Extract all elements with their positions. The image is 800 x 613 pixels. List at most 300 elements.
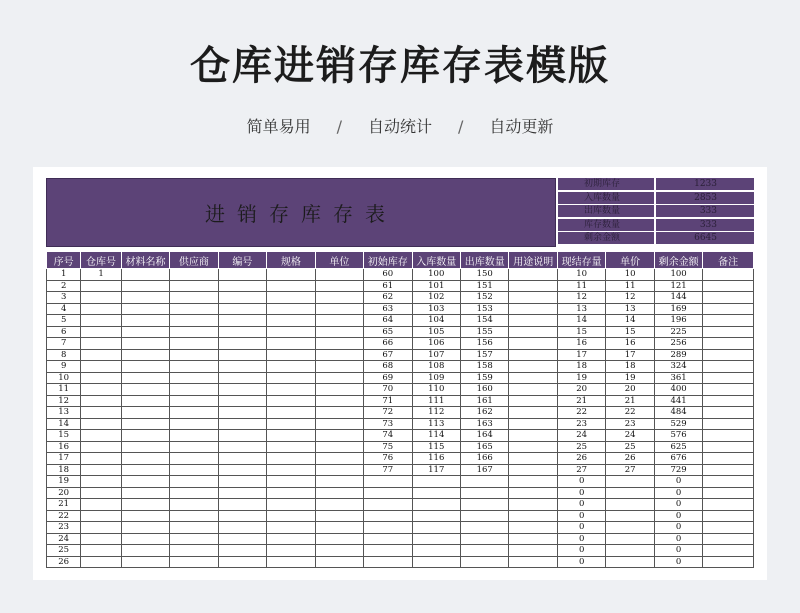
table-cell[interactable] bbox=[81, 464, 121, 476]
table-cell[interactable] bbox=[315, 441, 363, 453]
table-cell[interactable]: 324 bbox=[654, 361, 702, 373]
table-cell[interactable]: 20 bbox=[606, 384, 654, 396]
table-cell[interactable] bbox=[412, 487, 460, 499]
table-cell[interactable]: 156 bbox=[461, 338, 509, 350]
table-cell[interactable] bbox=[121, 499, 169, 511]
table-cell[interactable] bbox=[81, 326, 121, 338]
table-cell[interactable]: 26 bbox=[47, 556, 81, 568]
table-cell[interactable] bbox=[81, 510, 121, 522]
table-cell[interactable] bbox=[170, 407, 218, 419]
table-cell[interactable]: 0 bbox=[654, 499, 702, 511]
table-cell[interactable]: 158 bbox=[461, 361, 509, 373]
table-cell[interactable] bbox=[703, 556, 754, 568]
table-cell[interactable]: 115 bbox=[412, 441, 460, 453]
table-cell[interactable]: 0 bbox=[557, 533, 605, 545]
table-cell[interactable]: 23 bbox=[606, 418, 654, 430]
table-cell[interactable]: 161 bbox=[461, 395, 509, 407]
table-cell[interactable] bbox=[509, 464, 557, 476]
table-cell[interactable] bbox=[703, 476, 754, 488]
table-cell[interactable] bbox=[364, 522, 412, 534]
table-cell[interactable] bbox=[267, 441, 315, 453]
table-cell[interactable] bbox=[267, 418, 315, 430]
table-cell[interactable] bbox=[121, 476, 169, 488]
table-cell[interactable] bbox=[81, 395, 121, 407]
table-cell[interactable] bbox=[412, 476, 460, 488]
table-cell[interactable] bbox=[170, 533, 218, 545]
table-cell[interactable]: 103 bbox=[412, 303, 460, 315]
table-cell[interactable] bbox=[218, 349, 266, 361]
table-cell[interactable] bbox=[170, 349, 218, 361]
table-cell[interactable] bbox=[81, 418, 121, 430]
table-cell[interactable]: 0 bbox=[557, 499, 605, 511]
table-cell[interactable] bbox=[170, 464, 218, 476]
table-cell[interactable]: 0 bbox=[654, 510, 702, 522]
table-cell[interactable]: 23 bbox=[47, 522, 81, 534]
table-cell[interactable]: 6 bbox=[47, 326, 81, 338]
table-cell[interactable] bbox=[170, 487, 218, 499]
table-cell[interactable] bbox=[509, 418, 557, 430]
table-cell[interactable]: 151 bbox=[461, 280, 509, 292]
table-cell[interactable] bbox=[509, 556, 557, 568]
table-cell[interactable] bbox=[81, 453, 121, 465]
table-cell[interactable]: 441 bbox=[654, 395, 702, 407]
table-cell[interactable] bbox=[170, 441, 218, 453]
table-cell[interactable]: 68 bbox=[364, 361, 412, 373]
table-cell[interactable]: 20 bbox=[47, 487, 81, 499]
table-cell[interactable] bbox=[703, 384, 754, 396]
table-cell[interactable] bbox=[267, 361, 315, 373]
table-cell[interactable] bbox=[315, 545, 363, 557]
table-cell[interactable] bbox=[81, 556, 121, 568]
table-cell[interactable]: 21 bbox=[557, 395, 605, 407]
table-cell[interactable] bbox=[170, 499, 218, 511]
table-cell[interactable]: 22 bbox=[47, 510, 81, 522]
table-cell[interactable]: 63 bbox=[364, 303, 412, 315]
table-cell[interactable] bbox=[412, 545, 460, 557]
table-cell[interactable]: 114 bbox=[412, 430, 460, 442]
table-cell[interactable] bbox=[170, 418, 218, 430]
table-cell[interactable]: 27 bbox=[606, 464, 654, 476]
table-cell[interactable] bbox=[606, 476, 654, 488]
table-cell[interactable] bbox=[703, 418, 754, 430]
table-cell[interactable]: 0 bbox=[654, 556, 702, 568]
table-cell[interactable] bbox=[509, 384, 557, 396]
table-cell[interactable] bbox=[509, 269, 557, 281]
table-cell[interactable] bbox=[121, 441, 169, 453]
table-cell[interactable] bbox=[509, 522, 557, 534]
table-cell[interactable] bbox=[315, 303, 363, 315]
table-cell[interactable]: 165 bbox=[461, 441, 509, 453]
table-cell[interactable] bbox=[703, 464, 754, 476]
table-cell[interactable] bbox=[703, 395, 754, 407]
table-cell[interactable]: 166 bbox=[461, 453, 509, 465]
table-cell[interactable] bbox=[364, 510, 412, 522]
table-cell[interactable] bbox=[170, 510, 218, 522]
table-cell[interactable] bbox=[218, 315, 266, 327]
table-cell[interactable] bbox=[121, 487, 169, 499]
table-cell[interactable]: 11 bbox=[606, 280, 654, 292]
table-cell[interactable]: 16 bbox=[606, 338, 654, 350]
table-cell[interactable]: 361 bbox=[654, 372, 702, 384]
table-cell[interactable] bbox=[315, 269, 363, 281]
table-cell[interactable] bbox=[218, 453, 266, 465]
table-cell[interactable]: 10 bbox=[557, 269, 605, 281]
table-cell[interactable]: 289 bbox=[654, 349, 702, 361]
table-cell[interactable] bbox=[121, 522, 169, 534]
table-cell[interactable]: 19 bbox=[47, 476, 81, 488]
table-cell[interactable] bbox=[218, 384, 266, 396]
table-cell[interactable]: 61 bbox=[364, 280, 412, 292]
table-cell[interactable] bbox=[170, 430, 218, 442]
table-cell[interactable] bbox=[412, 510, 460, 522]
table-cell[interactable] bbox=[267, 384, 315, 396]
table-cell[interactable] bbox=[703, 545, 754, 557]
table-cell[interactable]: 26 bbox=[606, 453, 654, 465]
table-cell[interactable] bbox=[509, 430, 557, 442]
table-cell[interactable] bbox=[509, 315, 557, 327]
table-cell[interactable] bbox=[606, 545, 654, 557]
table-cell[interactable]: 100 bbox=[654, 269, 702, 281]
table-cell[interactable] bbox=[218, 326, 266, 338]
table-cell[interactable] bbox=[606, 556, 654, 568]
table-cell[interactable]: 15 bbox=[557, 326, 605, 338]
table-cell[interactable] bbox=[218, 533, 266, 545]
table-cell[interactable] bbox=[218, 545, 266, 557]
table-cell[interactable]: 113 bbox=[412, 418, 460, 430]
table-cell[interactable] bbox=[412, 522, 460, 534]
table-cell[interactable] bbox=[315, 407, 363, 419]
table-cell[interactable] bbox=[267, 510, 315, 522]
table-cell[interactable]: 625 bbox=[654, 441, 702, 453]
table-cell[interactable]: 17 bbox=[557, 349, 605, 361]
table-cell[interactable] bbox=[218, 407, 266, 419]
table-cell[interactable] bbox=[315, 533, 363, 545]
table-cell[interactable] bbox=[267, 522, 315, 534]
table-cell[interactable]: 23 bbox=[557, 418, 605, 430]
table-cell[interactable] bbox=[703, 510, 754, 522]
table-cell[interactable]: 107 bbox=[412, 349, 460, 361]
table-cell[interactable] bbox=[121, 395, 169, 407]
table-cell[interactable] bbox=[315, 556, 363, 568]
table-cell[interactable] bbox=[315, 384, 363, 396]
table-cell[interactable]: 101 bbox=[412, 280, 460, 292]
table-cell[interactable]: 484 bbox=[654, 407, 702, 419]
table-cell[interactable]: 0 bbox=[557, 487, 605, 499]
table-cell[interactable]: 106 bbox=[412, 338, 460, 350]
table-cell[interactable]: 14 bbox=[606, 315, 654, 327]
table-cell[interactable]: 64 bbox=[364, 315, 412, 327]
table-cell[interactable]: 154 bbox=[461, 315, 509, 327]
table-cell[interactable] bbox=[509, 407, 557, 419]
table-cell[interactable] bbox=[170, 326, 218, 338]
table-cell[interactable]: 22 bbox=[606, 407, 654, 419]
table-cell[interactable]: 27 bbox=[557, 464, 605, 476]
table-cell[interactable] bbox=[170, 395, 218, 407]
table-cell[interactable] bbox=[703, 326, 754, 338]
table-cell[interactable]: 18 bbox=[47, 464, 81, 476]
table-cell[interactable]: 112 bbox=[412, 407, 460, 419]
table-cell[interactable] bbox=[81, 280, 121, 292]
table-cell[interactable] bbox=[121, 510, 169, 522]
table-cell[interactable] bbox=[703, 315, 754, 327]
table-cell[interactable] bbox=[703, 522, 754, 534]
table-cell[interactable]: 17 bbox=[606, 349, 654, 361]
table-cell[interactable]: 12 bbox=[47, 395, 81, 407]
table-cell[interactable]: 162 bbox=[461, 407, 509, 419]
table-cell[interactable] bbox=[81, 407, 121, 419]
table-cell[interactable] bbox=[81, 545, 121, 557]
table-cell[interactable] bbox=[461, 522, 509, 534]
table-cell[interactable] bbox=[218, 464, 266, 476]
table-cell[interactable] bbox=[170, 522, 218, 534]
table-cell[interactable] bbox=[364, 476, 412, 488]
table-cell[interactable] bbox=[218, 487, 266, 499]
table-cell[interactable]: 111 bbox=[412, 395, 460, 407]
table-cell[interactable]: 152 bbox=[461, 292, 509, 304]
table-cell[interactable] bbox=[170, 269, 218, 281]
table-cell[interactable]: 102 bbox=[412, 292, 460, 304]
table-cell[interactable]: 22 bbox=[557, 407, 605, 419]
table-cell[interactable] bbox=[315, 292, 363, 304]
table-cell[interactable]: 72 bbox=[364, 407, 412, 419]
table-cell[interactable] bbox=[218, 499, 266, 511]
table-cell[interactable]: 729 bbox=[654, 464, 702, 476]
table-cell[interactable] bbox=[218, 441, 266, 453]
table-cell[interactable] bbox=[170, 315, 218, 327]
table-cell[interactable] bbox=[81, 487, 121, 499]
table-cell[interactable] bbox=[81, 315, 121, 327]
table-cell[interactable] bbox=[364, 545, 412, 557]
table-cell[interactable] bbox=[121, 326, 169, 338]
table-cell[interactable] bbox=[606, 510, 654, 522]
table-cell[interactable] bbox=[267, 407, 315, 419]
table-cell[interactable] bbox=[703, 269, 754, 281]
table-cell[interactable] bbox=[703, 487, 754, 499]
table-cell[interactable]: 15 bbox=[47, 430, 81, 442]
table-cell[interactable] bbox=[267, 338, 315, 350]
table-cell[interactable] bbox=[121, 315, 169, 327]
table-cell[interactable] bbox=[121, 430, 169, 442]
table-cell[interactable] bbox=[81, 533, 121, 545]
table-cell[interactable]: 8 bbox=[47, 349, 81, 361]
table-cell[interactable] bbox=[81, 441, 121, 453]
table-cell[interactable]: 13 bbox=[47, 407, 81, 419]
table-cell[interactable] bbox=[81, 430, 121, 442]
table-cell[interactable] bbox=[703, 499, 754, 511]
table-cell[interactable]: 3 bbox=[47, 292, 81, 304]
table-cell[interactable]: 13 bbox=[557, 303, 605, 315]
table-cell[interactable]: 167 bbox=[461, 464, 509, 476]
table-cell[interactable]: 71 bbox=[364, 395, 412, 407]
table-cell[interactable]: 16 bbox=[557, 338, 605, 350]
table-cell[interactable]: 100 bbox=[412, 269, 460, 281]
table-cell[interactable] bbox=[509, 487, 557, 499]
table-cell[interactable]: 576 bbox=[654, 430, 702, 442]
table-cell[interactable] bbox=[315, 338, 363, 350]
table-cell[interactable]: 1 bbox=[81, 269, 121, 281]
table-cell[interactable]: 25 bbox=[606, 441, 654, 453]
table-cell[interactable] bbox=[461, 476, 509, 488]
table-cell[interactable] bbox=[364, 487, 412, 499]
table-cell[interactable] bbox=[218, 292, 266, 304]
table-cell[interactable]: 15 bbox=[606, 326, 654, 338]
table-cell[interactable]: 17 bbox=[47, 453, 81, 465]
table-cell[interactable] bbox=[121, 292, 169, 304]
table-cell[interactable]: 0 bbox=[654, 545, 702, 557]
table-cell[interactable]: 62 bbox=[364, 292, 412, 304]
table-cell[interactable] bbox=[218, 361, 266, 373]
table-cell[interactable] bbox=[170, 280, 218, 292]
table-cell[interactable]: 121 bbox=[654, 280, 702, 292]
table-cell[interactable] bbox=[170, 545, 218, 557]
table-cell[interactable] bbox=[267, 280, 315, 292]
table-cell[interactable] bbox=[606, 487, 654, 499]
table-cell[interactable]: 155 bbox=[461, 326, 509, 338]
table-cell[interactable] bbox=[267, 326, 315, 338]
table-cell[interactable]: 105 bbox=[412, 326, 460, 338]
table-cell[interactable] bbox=[81, 338, 121, 350]
table-cell[interactable] bbox=[461, 510, 509, 522]
table-cell[interactable] bbox=[267, 533, 315, 545]
table-cell[interactable] bbox=[170, 372, 218, 384]
table-cell[interactable]: 110 bbox=[412, 384, 460, 396]
table-cell[interactable] bbox=[121, 418, 169, 430]
table-cell[interactable] bbox=[509, 533, 557, 545]
table-cell[interactable] bbox=[315, 395, 363, 407]
table-cell[interactable]: 26 bbox=[557, 453, 605, 465]
table-cell[interactable] bbox=[121, 361, 169, 373]
table-cell[interactable] bbox=[267, 545, 315, 557]
table-cell[interactable]: 153 bbox=[461, 303, 509, 315]
table-cell[interactable]: 21 bbox=[47, 499, 81, 511]
table-cell[interactable] bbox=[218, 430, 266, 442]
table-cell[interactable]: 12 bbox=[606, 292, 654, 304]
table-cell[interactable] bbox=[81, 372, 121, 384]
table-cell[interactable] bbox=[315, 349, 363, 361]
table-cell[interactable] bbox=[315, 430, 363, 442]
table-cell[interactable] bbox=[703, 441, 754, 453]
table-cell[interactable]: 74 bbox=[364, 430, 412, 442]
table-cell[interactable] bbox=[267, 430, 315, 442]
table-cell[interactable] bbox=[121, 407, 169, 419]
table-cell[interactable]: 529 bbox=[654, 418, 702, 430]
table-cell[interactable] bbox=[170, 476, 218, 488]
table-cell[interactable] bbox=[121, 533, 169, 545]
table-cell[interactable] bbox=[315, 476, 363, 488]
table-cell[interactable] bbox=[703, 361, 754, 373]
table-cell[interactable]: 65 bbox=[364, 326, 412, 338]
table-cell[interactable]: 108 bbox=[412, 361, 460, 373]
table-cell[interactable] bbox=[315, 453, 363, 465]
table-cell[interactable] bbox=[267, 487, 315, 499]
table-cell[interactable]: 16 bbox=[47, 441, 81, 453]
table-cell[interactable] bbox=[412, 499, 460, 511]
table-cell[interactable] bbox=[509, 476, 557, 488]
table-cell[interactable]: 69 bbox=[364, 372, 412, 384]
table-cell[interactable] bbox=[267, 453, 315, 465]
table-cell[interactable] bbox=[218, 418, 266, 430]
table-cell[interactable] bbox=[267, 556, 315, 568]
table-cell[interactable]: 0 bbox=[557, 545, 605, 557]
table-cell[interactable]: 67 bbox=[364, 349, 412, 361]
table-cell[interactable]: 144 bbox=[654, 292, 702, 304]
table-cell[interactable]: 25 bbox=[47, 545, 81, 557]
table-cell[interactable]: 256 bbox=[654, 338, 702, 350]
table-cell[interactable] bbox=[364, 533, 412, 545]
table-cell[interactable] bbox=[267, 464, 315, 476]
table-cell[interactable]: 7 bbox=[47, 338, 81, 350]
table-cell[interactable] bbox=[703, 338, 754, 350]
table-cell[interactable]: 12 bbox=[557, 292, 605, 304]
table-cell[interactable]: 159 bbox=[461, 372, 509, 384]
table-cell[interactable]: 75 bbox=[364, 441, 412, 453]
table-cell[interactable]: 163 bbox=[461, 418, 509, 430]
table-cell[interactable] bbox=[218, 476, 266, 488]
table-cell[interactable] bbox=[170, 338, 218, 350]
table-cell[interactable]: 676 bbox=[654, 453, 702, 465]
table-cell[interactable] bbox=[509, 510, 557, 522]
table-cell[interactable]: 0 bbox=[557, 522, 605, 534]
table-cell[interactable]: 24 bbox=[557, 430, 605, 442]
table-cell[interactable]: 0 bbox=[654, 522, 702, 534]
table-cell[interactable]: 19 bbox=[606, 372, 654, 384]
table-cell[interactable] bbox=[121, 280, 169, 292]
table-cell[interactable] bbox=[412, 556, 460, 568]
table-cell[interactable] bbox=[509, 338, 557, 350]
table-cell[interactable]: 25 bbox=[557, 441, 605, 453]
table-cell[interactable]: 2 bbox=[47, 280, 81, 292]
table-cell[interactable] bbox=[267, 395, 315, 407]
table-cell[interactable] bbox=[121, 556, 169, 568]
table-cell[interactable]: 11 bbox=[47, 384, 81, 396]
table-cell[interactable]: 70 bbox=[364, 384, 412, 396]
table-cell[interactable]: 19 bbox=[557, 372, 605, 384]
table-cell[interactable]: 0 bbox=[557, 510, 605, 522]
table-cell[interactable]: 60 bbox=[364, 269, 412, 281]
table-cell[interactable]: 150 bbox=[461, 269, 509, 281]
table-cell[interactable] bbox=[315, 510, 363, 522]
table-cell[interactable] bbox=[315, 315, 363, 327]
table-cell[interactable] bbox=[121, 269, 169, 281]
table-cell[interactable] bbox=[121, 349, 169, 361]
table-cell[interactable] bbox=[461, 533, 509, 545]
table-cell[interactable]: 9 bbox=[47, 361, 81, 373]
table-cell[interactable]: 77 bbox=[364, 464, 412, 476]
table-cell[interactable] bbox=[703, 533, 754, 545]
table-cell[interactable]: 1 bbox=[47, 269, 81, 281]
table-cell[interactable]: 20 bbox=[557, 384, 605, 396]
table-cell[interactable] bbox=[461, 545, 509, 557]
table-cell[interactable]: 4 bbox=[47, 303, 81, 315]
table-cell[interactable]: 0 bbox=[557, 556, 605, 568]
table-cell[interactable]: 18 bbox=[557, 361, 605, 373]
table-cell[interactable] bbox=[121, 384, 169, 396]
table-cell[interactable] bbox=[267, 499, 315, 511]
table-cell[interactable] bbox=[606, 522, 654, 534]
table-cell[interactable]: 0 bbox=[654, 476, 702, 488]
table-cell[interactable]: 157 bbox=[461, 349, 509, 361]
table-cell[interactable] bbox=[315, 326, 363, 338]
table-cell[interactable]: 13 bbox=[606, 303, 654, 315]
table-cell[interactable] bbox=[81, 303, 121, 315]
table-cell[interactable] bbox=[315, 464, 363, 476]
table-cell[interactable]: 196 bbox=[654, 315, 702, 327]
table-cell[interactable] bbox=[315, 361, 363, 373]
table-cell[interactable] bbox=[703, 303, 754, 315]
table-cell[interactable]: 76 bbox=[364, 453, 412, 465]
table-cell[interactable] bbox=[703, 453, 754, 465]
table-cell[interactable] bbox=[461, 499, 509, 511]
